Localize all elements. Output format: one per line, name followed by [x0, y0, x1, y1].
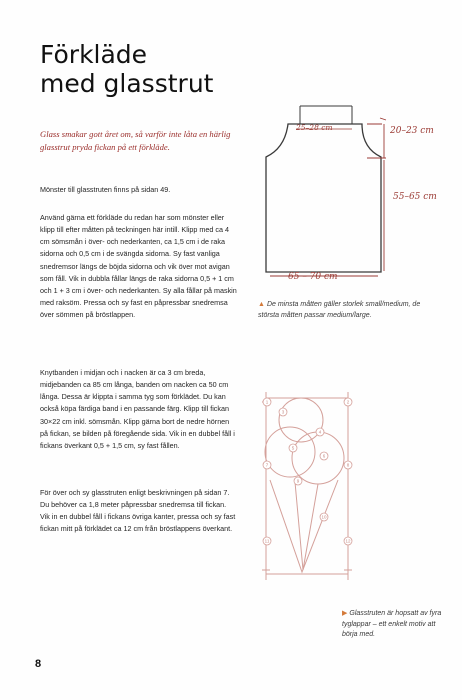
pattern-number: 11 — [264, 538, 270, 544]
pattern-number: 1 — [265, 399, 269, 405]
caption-marker-icon: ▶ — [342, 610, 348, 617]
paragraph-sewing-pocket: För över och sy glasstruten enligt beskrivningen på sidan 7. Du behöver ca 1,8 meter påpressbar snedremsa till fickan. Vik in en dubbel fåll i fickans övriga kanter, pressa och sy fast fickan mitt på förklädet ca 12 cm från bröstlappens överkant. — [40, 488, 236, 534]
caption-pattern — [342, 609, 452, 641]
pattern-lines — [262, 392, 352, 580]
caption-sizes-text: De minsta måtten gäller storlek small/medium, de största måtten passar medium/large. — [258, 301, 421, 319]
pattern-number-markers — [263, 398, 352, 545]
pattern-number: 2 — [346, 399, 350, 405]
measure-side-label: 55–65 cm — [393, 192, 437, 202]
title-line-2: med glasstrut — [40, 69, 214, 98]
intro-text: Glass smakar gott året om, så varför inte låta en härlig glasstrut pryda fickan på ett förkläde. — [40, 129, 231, 152]
pattern-number: 8 — [346, 462, 350, 468]
pattern-number: 4 — [318, 429, 322, 435]
paragraph-pattern-reference: Mönster till glasstruten finns på sidan 49. — [40, 185, 171, 194]
caption-pattern-text: Glasstruten är hopsatt av fyra tyglappar – ett enkelt motiv att börja med. — [342, 610, 442, 638]
title-line-1: Förkläde — [40, 40, 148, 69]
measure-neck-label: 25–28 cm — [296, 123, 333, 132]
pattern-number: 10 — [321, 514, 327, 520]
paragraph-apron-instructions: Använd gärna ett förkläde du redan har som mönster eller klipp till efter måtten på teckningen här intill. Klipp med ca 4 cm sömsmån i över- och nederkanten, ca 1,5 cm i de raka sidorna och 0,5 cm i de svängda sidorna. Sy fast vanliga snedremsor längs de böjda sidorna och vik över mot avigan som fåll. Vik in dubbla fållar längs de raka sidorna 0,5 + 1 cm och 1 + 3 cm i över- och nederkanten. Sy alla fållar på maskin med raksöm. Pressa och sy fast en påpressbar snedremsa över sömmen på bröstlappen. — [40, 213, 237, 320]
caption-marker-icon: ▲ — [258, 301, 265, 308]
pattern-number: 12 — [345, 538, 351, 544]
paragraph-ties-and-pocket: Knytbanden i midjan och i nacken är ca 3 cm breda, midjebanden ca 85 cm långa, banden om nacken ca 50 cm långa. Dessa är klippta i samma tyg som förklädet. Du kan också köpa färdiga band i en passande färg. Klipp till fickan 30×22 cm inkl. sömsmån. Klipp gärna bort de nedre hörnen på fickan, se bilden på föregående sida. Vik in en dubbel fåll i fickans överkant 0,5 + 1,5 cm, sy fast fållen. — [40, 368, 235, 450]
measure-top-label: 20–23 cm — [390, 126, 434, 136]
measure-width-label: 65 – 70 cm — [288, 272, 338, 282]
pattern-number: 5 — [291, 445, 295, 451]
pattern-number: 9 — [296, 478, 300, 484]
pattern-number: 7 — [265, 462, 269, 468]
pattern-number: 3 — [281, 409, 285, 415]
pattern-number: 6 — [322, 453, 326, 459]
page-number: 8 — [35, 658, 42, 670]
